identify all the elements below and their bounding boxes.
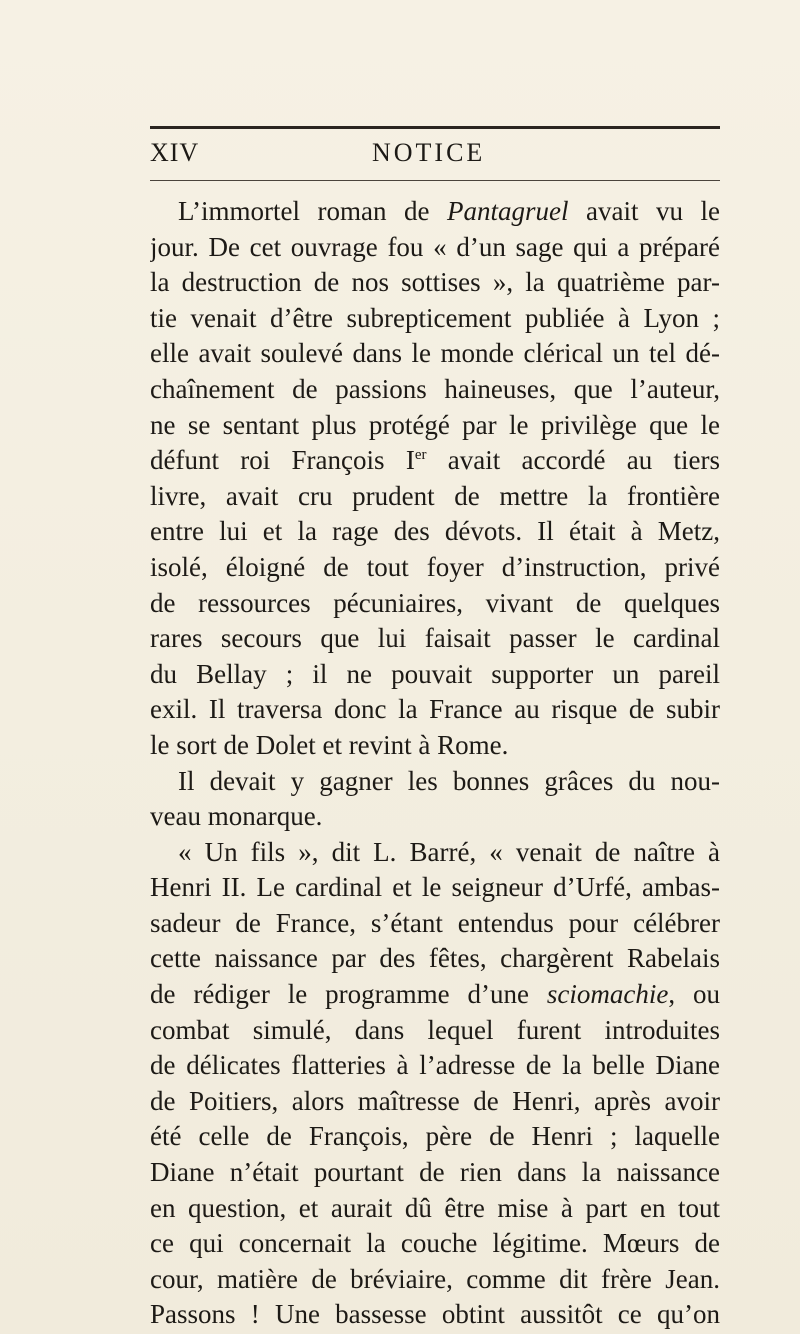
text-line: entre lui et la rage des dévots. Il était à Metz, [150, 516, 720, 547]
text-line: ne se sentant plus protégé par le privilège que le [150, 409, 720, 440]
text-line: combat simulé, dans lequel furent introduites [150, 1014, 720, 1045]
text-line: de ressources pécuniaires, vivant de quelques [150, 587, 720, 618]
page-number: XIV [150, 138, 200, 167]
text-line: rares secours que lui faisait passer le cardinal [150, 623, 720, 654]
text-line: exil. Il traversa donc la France au risque de subir [150, 694, 720, 725]
text-line: Passons ! Une bassesse obtint aussitôt ce qu’on [150, 1299, 720, 1330]
text-line: la destruction de nos sottises », la quatrième par- [150, 267, 720, 298]
text-line: livre, avait cru prudent de mettre la frontière [150, 480, 720, 511]
superscript-er: er [414, 447, 427, 464]
text-line: Il devait y gagner les bonnes grâces du nou- [178, 765, 720, 796]
text-line: Diane n’était pourtant de rien dans la naissance [150, 1157, 720, 1188]
text-line: jour. De cet ouvrage fou « d’un sage qui a préparé [150, 231, 720, 262]
text-line: elle avait soulevé dans le monde clérical un tel dé- [150, 338, 720, 369]
text-line: isolé, éloigné de tout foyer d’instruction, privé [150, 551, 720, 582]
body-text [150, 194, 720, 1333]
text-line: en question, et aurait dû être mise à part en tout [150, 1192, 720, 1223]
text-line: « Un fils », dit L. Barré, « venait de naître à [178, 836, 720, 867]
running-header [150, 138, 720, 178]
text-line: le sort de Dolet et revint à Rome. [150, 729, 509, 760]
text-line: tie venait d’être subrepticement publiée à Lyon ; [150, 302, 720, 333]
text-line: veau monarque. [150, 801, 323, 832]
text-line: de rédiger le programme d’une sciomachie, ou [150, 979, 720, 1010]
text-line: cour, matière de bréviaire, comme dit frère Jean. [150, 1263, 720, 1294]
text-line: chaînement de passions haineuses, que l’auteur, [150, 373, 720, 404]
text-line: cette naissance par des fêtes, chargèrent Rabelais [150, 943, 720, 974]
text-line: Henri II. Le cardinal et le seigneur d’Urfé, ambas- [150, 872, 720, 903]
text-line: sadeur de France, s’étant entendus pour célébrer [150, 907, 720, 938]
running-title: NOTICE [372, 138, 486, 167]
text-line: du Bellay ; il ne pouvait supporter un pareil [150, 658, 720, 689]
text-line: ce qui concernait la couche légitime. Mœurs de [150, 1228, 720, 1259]
text-line: L’immortel roman de Pantagruel avait vu le [178, 196, 720, 226]
header-bottom-rule [150, 180, 720, 181]
term-sciomachie: sciomachie [546, 979, 669, 1010]
text-line: de Poitiers, alors maîtresse de Henri, après avoir [150, 1085, 720, 1116]
text-line: été celle de François, père de Henri ; laquelle [150, 1121, 720, 1152]
text-line: défunt roi François Ier avait accordé au tiers [150, 445, 720, 476]
book-title-pantagruel: Pantagruel [447, 196, 569, 226]
header-top-rule [150, 126, 720, 129]
text-line: de délicates flatteries à l’adresse de la belle Diane [150, 1050, 720, 1081]
